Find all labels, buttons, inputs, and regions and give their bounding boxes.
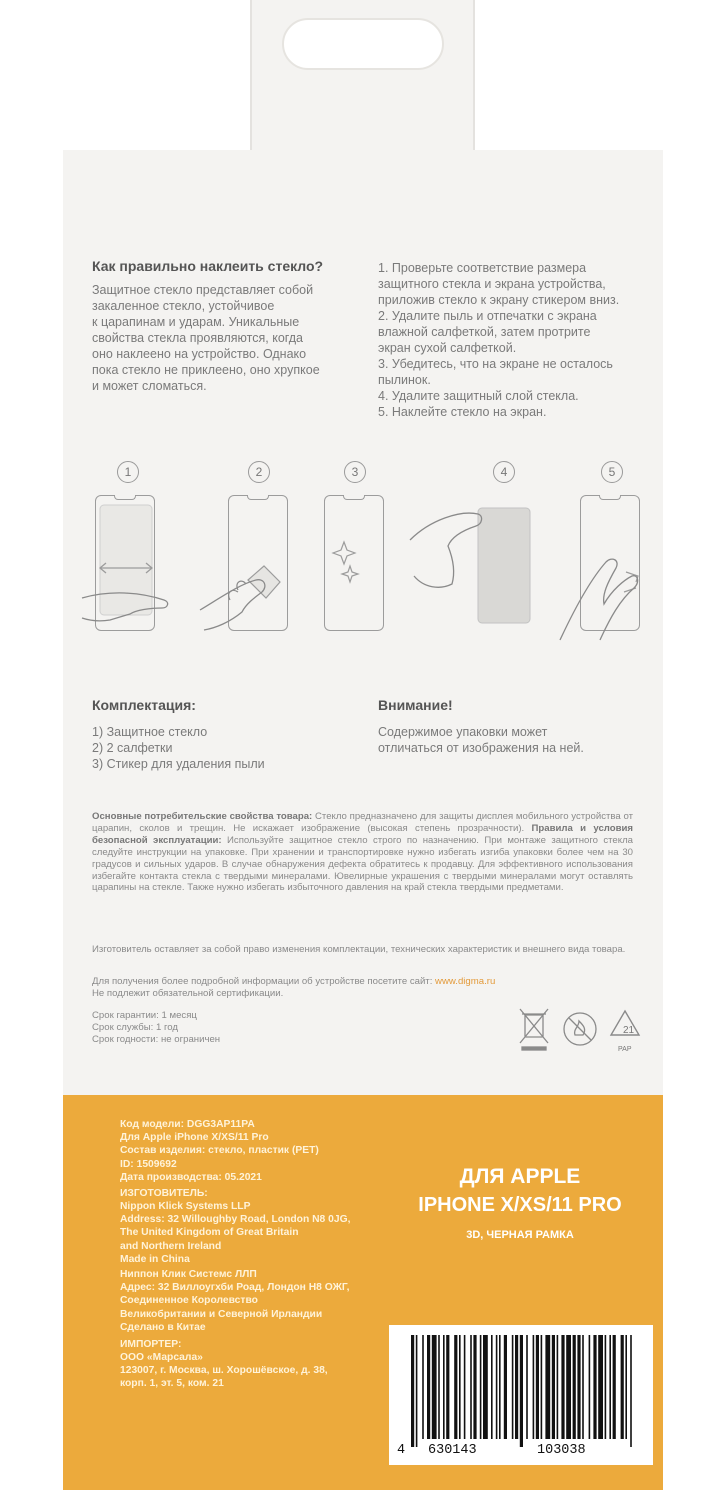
barcode-bar [438,1335,440,1439]
barcode-bar [512,1335,514,1439]
site-note [92,976,633,988]
disposal-icons [517,1005,657,1057]
barcode-bar [609,1335,611,1439]
barcode-bar [552,1335,555,1439]
importer-label: ИМПОРТЕР: [120,1339,182,1350]
properties-text: Стекло предназначено для защиты дисплея мобильного устройства от царапин, сколов и трещин. Не искажает изображение (высокая степень прозрачности). [92,811,633,834]
recycle-number: 21 [623,1025,635,1036]
barcode-bar [533,1335,535,1439]
steps-illustration [80,480,650,660]
barcode-bar [520,1335,523,1447]
barcode-bar [473,1335,476,1439]
barcode-bar [427,1335,430,1439]
barcode-bar [541,1335,543,1439]
how-to-heading: Как правильно наклеить стекло? [92,258,324,274]
barcode-bar [561,1335,564,1439]
no-burning-icon [564,1013,596,1045]
barcode-bar [526,1335,528,1439]
rules-text: Используйте защитное стекло строго по назначению. При монтаже защитного стекла следуйте инструкции на упаковке. При хранении и транспортировке нужно избегать изгиба упаковки более чем на 30 градусов и сильных ударов. В случае обнаружения дефекта обратитесь к продавцу. Для эффективного использования избегайте контакта стекла с твердыми минералами. Ювелирные украшения с твердыми минералами могут оставлять царапины на стекле. Также нужно избегать избыточного давления на край стекла твердыми предметами. [92,834,634,894]
barcode-bar [416,1335,418,1447]
properties-label: Основные потребительские свойства товара: [92,811,313,822]
kit-list: 1) Защитное стекло 2) 2 салфетки 3) Стикер для удаления пыли [92,725,265,771]
maker-note: Изготовитель оставляет за собой право изменения комплектации, технических характеристик и внешнего вида товара. [92,944,626,955]
hanger-hole [282,18,444,70]
properties-paragraph [92,811,633,894]
maker-label: ИЗГОТОВИТЕЛЬ: [120,1188,208,1199]
barcode-bar [515,1335,518,1439]
rules-label: Правила и условия безопасной эксплуатации: [92,822,633,846]
barcode-bar [496,1335,498,1439]
product-title-line1: ДЛЯ APPLE [459,1165,581,1188]
barcode-bar [613,1335,616,1439]
warning-heading: Внимание! [378,697,453,713]
barcode-bar [459,1335,461,1439]
barcode-bar [630,1335,632,1447]
importer-address: ООО «Марсала» 123007, г. Москва, ш. Хорошёвское, д. 38, корп. 1, эт. 5, ком. 21 [120,1352,328,1390]
barcode-digits-right: 103038 [537,1443,586,1458]
site-link[interactable]: www.digma.ru [435,976,496,987]
warranty-info: Срок гарантии: 1 месяц Срок службы: 1 год Срок годности: не ограничен [92,1010,221,1045]
barcode-bar [432,1335,437,1439]
barcode-bar [454,1335,457,1439]
crossed-bin-icon [520,1009,548,1050]
barcode-bar [582,1335,584,1439]
maker-address-ru: Ниппон Клик Системс ЛЛП Адрес: 32 Виллоугхби Роад, Лондон Н8 ОЖГ, Соединенное Королевство Великобритании и Северной Ирландии Сделано в Китае [120,1269,350,1333]
barcode-bar [545,1335,550,1439]
barcode-bar [504,1335,507,1439]
model-info: Код модели: DGG3AP11PA Для Apple iPhone X/XS/11 Pro Состав изделия: стекло, пластик (PET) ID: 1509692 Дата производства: 05.2021 [120,1119,319,1183]
barcode-bar [589,1335,591,1439]
warning-text: Содержимое упаковки может отличаться от изображения на ней. [378,725,584,755]
step-5-number: 5 [601,461,623,483]
step-1-number: 1 [117,461,139,483]
step-3-number: 3 [344,461,366,483]
barcode-bar [573,1335,576,1439]
recycle-label: PAP [618,1046,632,1053]
barcode-digits-left: 630143 [428,1443,477,1458]
certification-note: Не подлежит обязательной сертификации. [92,988,284,999]
barcode-bar [577,1335,580,1439]
maker-address-en: Nippon Klick Systems LLP Address: 32 Willoughby Road, London N8 0JG, The United Kingdom of Great Britain and Northern Ireland Made in China [120,1201,351,1265]
instructions-text: 1. Проверьте соответствие размера защитного стекла и экрана устройства, приложив стекло к экрану стикером вниз. 2. Удалите пыль и отпечатки с экрана влажной салфеткой, затем протрите экран сухой салфеткой. 3. Убедитесь, что на экране не осталось пылинок. 4. Удалите защитный слой стекла. 5. Наклейте стекло на экран. [378,261,620,419]
barcode-bar [621,1335,624,1439]
site-note-text: Для получения более подробной информации об устройстве посетите сайт: [92,976,436,987]
barcode-bar [593,1335,596,1439]
barcode-bar [446,1335,449,1439]
barcode-area [389,1325,653,1465]
barcode-bar [483,1335,488,1439]
barcode-bar [443,1335,445,1439]
barcode-bar [411,1335,414,1447]
barcode-bar [536,1335,539,1439]
barcode-bar [625,1335,627,1439]
step-4-number: 4 [493,461,515,483]
barcode-bar [491,1335,493,1439]
barcode-digit-1: 4 [397,1443,406,1458]
barcode-bar [566,1335,571,1439]
barcode-bar [470,1335,472,1439]
product-subtitle: 3D, ЧЕРНАЯ РАМКА [466,1229,574,1241]
barcode-bar [598,1335,603,1439]
barcode-bar [422,1335,424,1439]
barcode-bar [557,1335,559,1439]
kit-heading: Комплектация: [92,697,196,713]
barcode-bar [605,1335,607,1439]
product-title-line2: IPHONE X/XS/11 PRO [418,1194,622,1216]
barcode-bar [464,1335,466,1439]
step-2-number: 2 [248,461,270,483]
how-to-text: Защитное стекло представляет собой закаленное стекло, устойчивое к царапинам и ударам. Уникальные свойства стекла проявляются, когда оно наклеено на устройство. Однако пока стекло не приклеено, оно хрупкое и может сломаться. [92,283,320,393]
barcode-bar [480,1335,482,1439]
barcode-bar [499,1335,501,1439]
